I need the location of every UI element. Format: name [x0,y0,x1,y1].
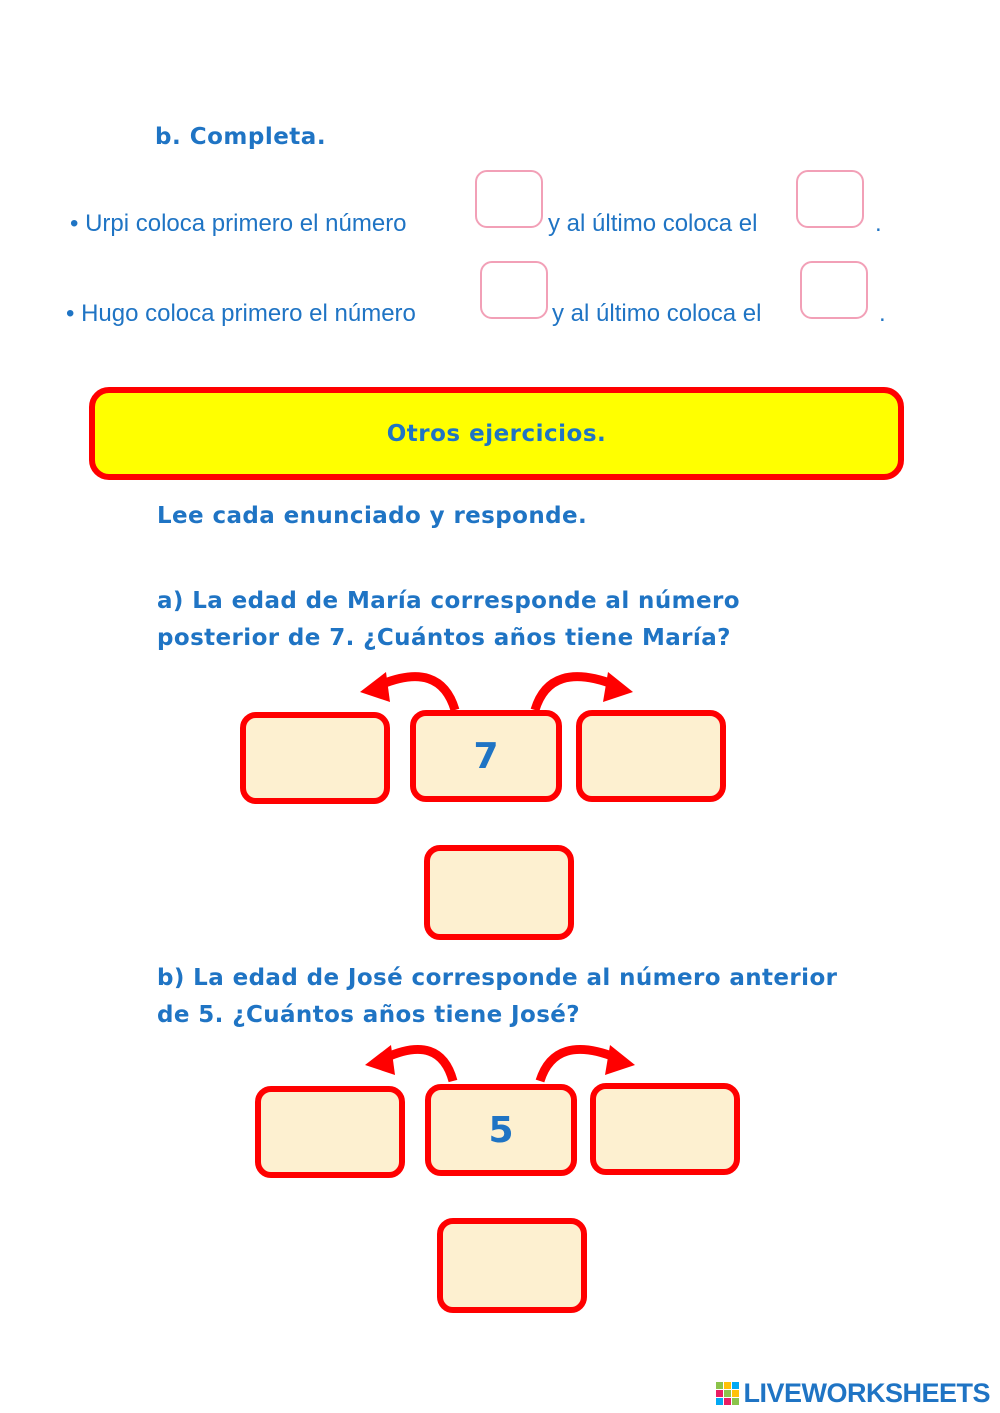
question-a-line1: a) La edad de María corresponde al número [157,588,740,614]
question-a-previous-box[interactable] [240,712,390,804]
question-b-previous-box[interactable] [255,1086,405,1178]
question-b-center-value: 5 [488,1109,514,1151]
question-a-next-box[interactable] [576,710,726,802]
hugo-line-prefix: • Hugo coloca primero el número [66,300,416,327]
logo-grid-icon [716,1382,740,1406]
hugo-line-middle: y al último coloca el [552,300,762,327]
question-a-answer-box[interactable] [424,845,574,940]
logo-text: LIVEWORKSHEETS [743,1378,990,1408]
hugo-first-number-input[interactable] [480,261,548,319]
urpi-line-end: . [875,210,882,237]
hugo-last-number-input[interactable] [800,261,868,319]
left-arrowhead-icon [360,672,390,702]
question-b-line1: b) La edad de José corresponde al número anterior [157,965,838,991]
question-b-answer-box[interactable] [437,1218,587,1313]
urpi-first-number-input[interactable] [475,170,543,228]
banner-label: Otros ejercicios. [386,420,607,447]
hugo-line-end: . [879,300,886,327]
right-arrowhead-icon [603,672,633,702]
question-b-line2: de 5. ¿Cuántos años tiene José? [157,1002,581,1028]
question-a-center-value: 7 [473,735,499,777]
question-b-center-box [425,1084,577,1176]
liveworksheets-logo [716,1378,990,1409]
right-arrow-icon [540,1049,617,1081]
question-b-next-box[interactable] [590,1083,740,1175]
section-b-title: b. Completa. [155,124,327,150]
right-arrow-icon [535,677,615,710]
left-arrowhead-icon [365,1045,395,1075]
urpi-line-prefix: • Urpi coloca primero el número [70,210,407,237]
left-arrow-icon [380,677,455,710]
right-arrowhead-icon [605,1045,635,1075]
question-a-center-box [410,710,562,802]
otros-ejercicios-banner [89,387,904,480]
urpi-line-middle: y al último coloca el [548,210,758,237]
question-a-line2: posterior de 7. ¿Cuántos años tiene María? [157,625,731,651]
urpi-last-number-input[interactable] [796,170,864,228]
left-arrow-icon [385,1049,453,1081]
instructions-text: Lee cada enunciado y responde. [157,503,588,529]
